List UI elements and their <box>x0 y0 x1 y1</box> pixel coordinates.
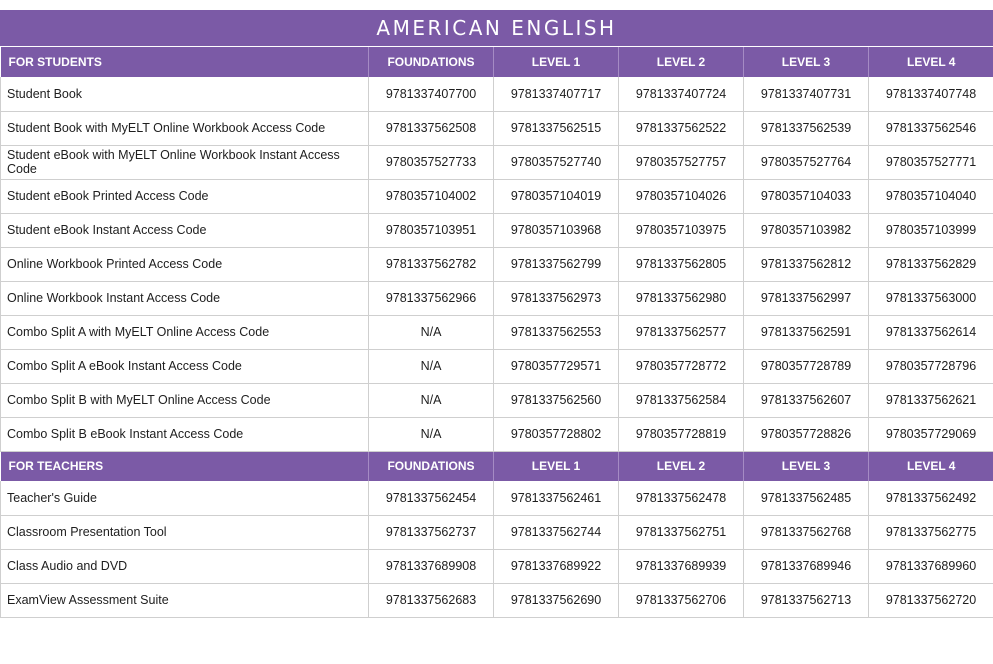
product-name-cell: Student eBook with MyELT Online Workbook Instant Access Code <box>1 145 369 179</box>
isbn-table-container <box>0 10 993 618</box>
isbn-cell-foundations: 9781337562782 <box>369 247 494 281</box>
table-row <box>1 315 993 349</box>
isbn-cell-level-2: 9781337562522 <box>619 111 744 145</box>
isbn-cell-level-4: 9780357527771 <box>869 145 993 179</box>
isbn-cell-level-2: 9780357104026 <box>619 179 744 213</box>
isbn-cell-level-1: 9780357103968 <box>494 213 619 247</box>
table-row <box>1 145 993 179</box>
product-name-cell: Classroom Presentation Tool <box>1 515 369 549</box>
isbn-cell-level-1: 9781337562973 <box>494 281 619 315</box>
isbn-table <box>0 47 993 618</box>
isbn-cell-level-4: 9781337562621 <box>869 383 993 417</box>
isbn-cell-level-3: 9781337562713 <box>744 583 869 617</box>
isbn-cell-level-2: 9781337562584 <box>619 383 744 417</box>
students-header-level-1: LEVEL 1 <box>494 47 619 77</box>
teachers-header-level-1: LEVEL 1 <box>494 451 619 481</box>
isbn-cell-level-1: 9781337562560 <box>494 383 619 417</box>
isbn-cell-level-1: 9780357104019 <box>494 179 619 213</box>
isbn-cell-foundations: 9780357103951 <box>369 213 494 247</box>
teachers-header-level-4: LEVEL 4 <box>869 451 993 481</box>
isbn-cell-level-1: 9781337562744 <box>494 515 619 549</box>
table-row <box>1 549 993 583</box>
isbn-cell-level-4: 9781337562829 <box>869 247 993 281</box>
isbn-cell-foundations: 9781337689908 <box>369 549 494 583</box>
isbn-cell-level-1: 9781337407717 <box>494 77 619 111</box>
product-name-cell: Teacher's Guide <box>1 481 369 515</box>
teachers-header-product: FOR TEACHERS <box>1 451 369 481</box>
isbn-cell-level-3: 9781337562485 <box>744 481 869 515</box>
product-name-cell: Student Book <box>1 77 369 111</box>
isbn-cell-level-3: 9781337562768 <box>744 515 869 549</box>
isbn-cell-level-1: 9781337689922 <box>494 549 619 583</box>
isbn-cell-level-3: 9780357104033 <box>744 179 869 213</box>
product-name-cell: Combo Split B eBook Instant Access Code <box>1 417 369 451</box>
isbn-cell-level-3: 9781337407731 <box>744 77 869 111</box>
isbn-cell-foundations: 9781337562683 <box>369 583 494 617</box>
isbn-cell-level-4: 9780357103999 <box>869 213 993 247</box>
isbn-cell-level-4: 9781337562720 <box>869 583 993 617</box>
isbn-cell-level-4: 9781337563000 <box>869 281 993 315</box>
teachers-header-level-3: LEVEL 3 <box>744 451 869 481</box>
students-header-row <box>1 47 993 77</box>
table-row <box>1 111 993 145</box>
isbn-cell-foundations: N/A <box>369 383 494 417</box>
product-name-cell: Student eBook Instant Access Code <box>1 213 369 247</box>
isbn-cell-foundations: N/A <box>369 349 494 383</box>
product-name-cell: Combo Split A eBook Instant Access Code <box>1 349 369 383</box>
isbn-cell-level-4: 9781337562492 <box>869 481 993 515</box>
isbn-cell-level-1: 9781337562799 <box>494 247 619 281</box>
isbn-cell-foundations: 9781337407700 <box>369 77 494 111</box>
isbn-cell-level-2: 9781337562751 <box>619 515 744 549</box>
isbn-cell-level-3: 9781337689946 <box>744 549 869 583</box>
isbn-cell-foundations: N/A <box>369 417 494 451</box>
isbn-cell-foundations: 9781337562454 <box>369 481 494 515</box>
isbn-cell-level-2: 9780357728772 <box>619 349 744 383</box>
isbn-cell-level-2: 9780357728819 <box>619 417 744 451</box>
isbn-cell-level-3: 9780357728789 <box>744 349 869 383</box>
product-name-cell: Combo Split A with MyELT Online Access Code <box>1 315 369 349</box>
isbn-cell-level-2: 9781337689939 <box>619 549 744 583</box>
isbn-cell-level-4: 9780357728796 <box>869 349 993 383</box>
isbn-cell-level-4: 9781337562546 <box>869 111 993 145</box>
isbn-cell-level-4: 9781337562614 <box>869 315 993 349</box>
isbn-cell-level-1: 9781337562553 <box>494 315 619 349</box>
product-name-cell: Student Book with MyELT Online Workbook Access Code <box>1 111 369 145</box>
isbn-cell-foundations: N/A <box>369 315 494 349</box>
isbn-cell-level-2: 9781337562706 <box>619 583 744 617</box>
table-row <box>1 481 993 515</box>
isbn-cell-foundations: 9781337562966 <box>369 281 494 315</box>
students-header-level-3: LEVEL 3 <box>744 47 869 77</box>
teachers-header-foundations: FOUNDATIONS <box>369 451 494 481</box>
table-row <box>1 515 993 549</box>
table-row <box>1 417 993 451</box>
teachers-header-row <box>1 451 993 481</box>
isbn-cell-level-3: 9780357728826 <box>744 417 869 451</box>
isbn-cell-level-1: 9781337562515 <box>494 111 619 145</box>
isbn-cell-level-2: 9781337562980 <box>619 281 744 315</box>
product-name-cell: ExamView Assessment Suite <box>1 583 369 617</box>
table-row <box>1 77 993 111</box>
isbn-cell-foundations: 9781337562508 <box>369 111 494 145</box>
isbn-cell-foundations: 9781337562737 <box>369 515 494 549</box>
table-title: AMERICAN ENGLISH <box>0 10 993 47</box>
table-row <box>1 247 993 281</box>
product-name-cell: Class Audio and DVD <box>1 549 369 583</box>
students-header-foundations: FOUNDATIONS <box>369 47 494 77</box>
isbn-cell-level-2: 9781337407724 <box>619 77 744 111</box>
isbn-cell-level-3: 9781337562539 <box>744 111 869 145</box>
table-row <box>1 583 993 617</box>
teachers-header-level-2: LEVEL 2 <box>619 451 744 481</box>
isbn-cell-level-3: 9781337562607 <box>744 383 869 417</box>
isbn-cell-level-4: 9781337562775 <box>869 515 993 549</box>
table-row <box>1 213 993 247</box>
students-header-level-4: LEVEL 4 <box>869 47 993 77</box>
isbn-cell-foundations: 9780357104002 <box>369 179 494 213</box>
isbn-cell-level-1: 9781337562690 <box>494 583 619 617</box>
isbn-cell-level-1: 9780357527740 <box>494 145 619 179</box>
isbn-cell-level-3: 9781337562997 <box>744 281 869 315</box>
isbn-cell-level-1: 9780357729571 <box>494 349 619 383</box>
isbn-cell-level-4: 9781337689960 <box>869 549 993 583</box>
isbn-cell-level-2: 9780357527757 <box>619 145 744 179</box>
isbn-cell-level-4: 9781337407748 <box>869 77 993 111</box>
table-row <box>1 179 993 213</box>
isbn-cell-level-3: 9780357527764 <box>744 145 869 179</box>
students-header-product: FOR STUDENTS <box>1 47 369 77</box>
isbn-cell-level-3: 9781337562591 <box>744 315 869 349</box>
isbn-cell-level-4: 9780357729069 <box>869 417 993 451</box>
product-name-cell: Online Workbook Instant Access Code <box>1 281 369 315</box>
table-row <box>1 281 993 315</box>
isbn-cell-level-2: 9781337562478 <box>619 481 744 515</box>
isbn-cell-level-1: 9781337562461 <box>494 481 619 515</box>
isbn-cell-level-2: 9781337562577 <box>619 315 744 349</box>
isbn-cell-level-3: 9780357103982 <box>744 213 869 247</box>
table-row <box>1 349 993 383</box>
isbn-cell-level-4: 9780357104040 <box>869 179 993 213</box>
isbn-cell-level-2: 9780357103975 <box>619 213 744 247</box>
isbn-cell-foundations: 9780357527733 <box>369 145 494 179</box>
product-name-cell: Combo Split B with MyELT Online Access Code <box>1 383 369 417</box>
isbn-cell-level-3: 9781337562812 <box>744 247 869 281</box>
students-header-level-2: LEVEL 2 <box>619 47 744 77</box>
table-row <box>1 383 993 417</box>
product-name-cell: Online Workbook Printed Access Code <box>1 247 369 281</box>
isbn-cell-level-2: 9781337562805 <box>619 247 744 281</box>
product-name-cell: Student eBook Printed Access Code <box>1 179 369 213</box>
isbn-cell-level-1: 9780357728802 <box>494 417 619 451</box>
